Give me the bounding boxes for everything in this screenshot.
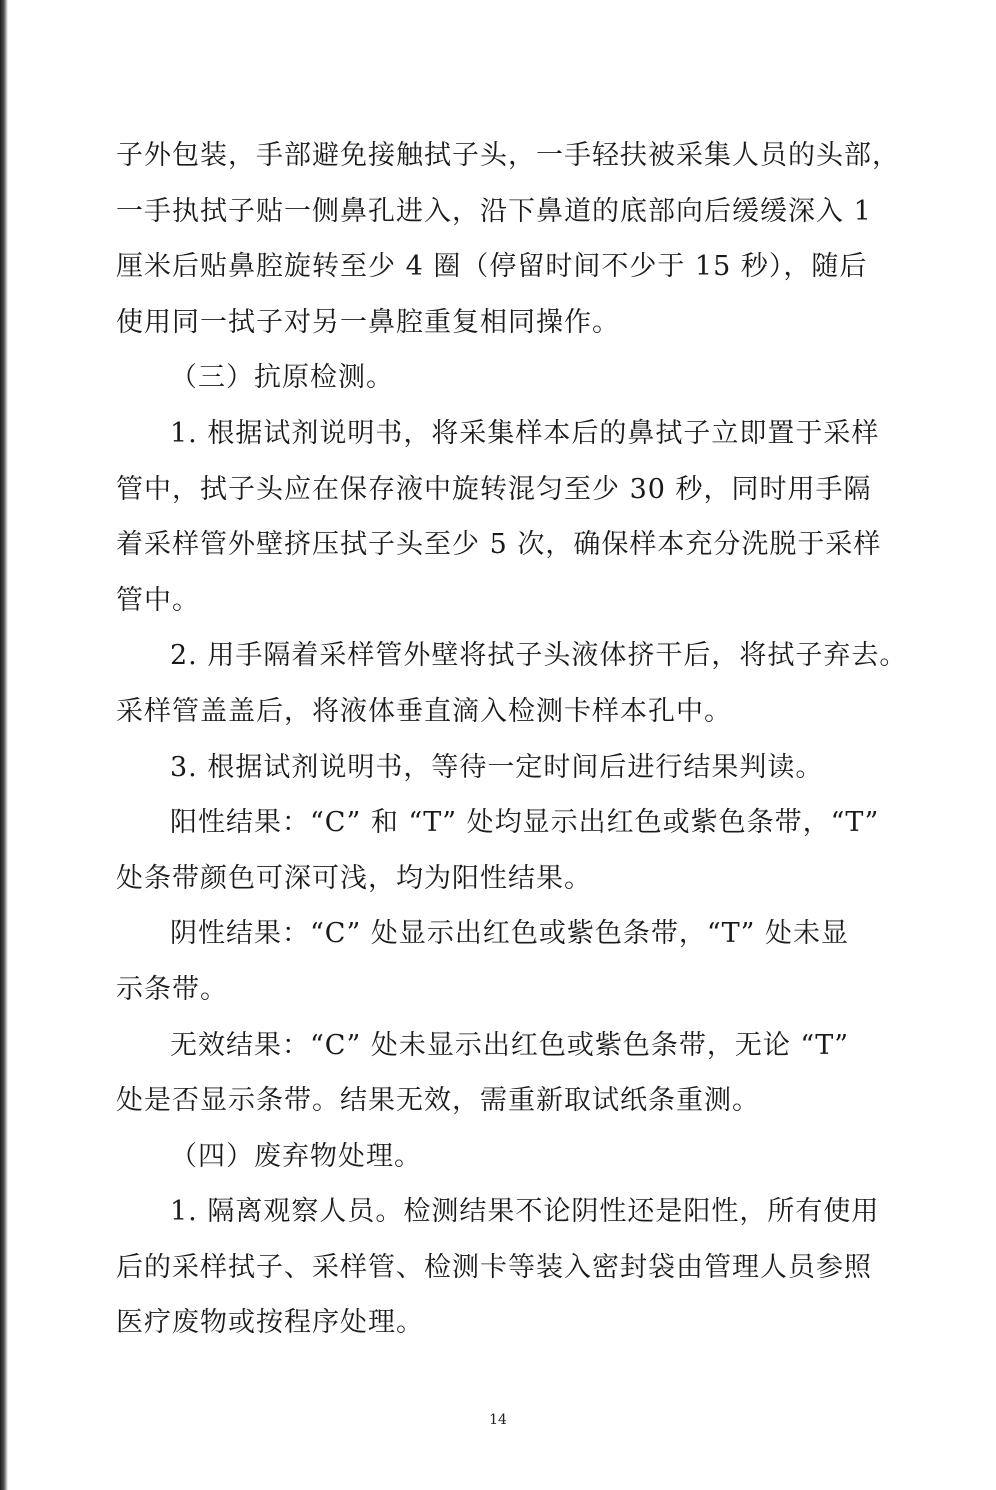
negative-result-line: 阴性结果：“C” 处显示出红色或紫色条带，“T” 处未显 (170, 918, 850, 950)
text-line-12: 3. 根据试剂说明书，等待一定时间后进行结果判读。 (170, 751, 824, 783)
text-line-11: 采样管盖盖后，将液体垂直滴入检测卡样本孔中。 (116, 695, 732, 727)
text-line-2: 一手执拭子贴一侧鼻孔进入，沿下鼻道的底部向后缓缓深入 1 (116, 195, 872, 227)
text-line-1: 子外包装，手部避免接触拭子头，一手轻扶被采集人员的头部， (116, 140, 900, 171)
text-line-20: 1. 隔离观察人员。检测结果不论阴性还是阳性，所有使用 (170, 1196, 880, 1228)
text-line-9: 管中。 (116, 584, 200, 616)
text-line-14: 处条带颜色可深可浅，均为阳性结果。 (116, 862, 592, 894)
text-line-6: 1. 根据试剂说明书，将采集样本后的鼻拭子立即置于采样 (170, 417, 880, 449)
text-line-18: 处是否显示条带。结果无效，需重新取试纸条重测。 (116, 1085, 760, 1117)
text-line-8: 着采样管外壁挤压拭子头至少 5 次，确保样本充分洗脱于采样 (116, 529, 882, 561)
section-heading-antigen-test: （三）抗原检测。 (170, 362, 394, 394)
text-line-4: 使用同一拭子对另一鼻腔重复相同操作。 (116, 306, 620, 338)
page-number: 14 (489, 1412, 507, 1428)
section-heading-waste-disposal: （四）废弃物处理。 (170, 1140, 422, 1172)
text-line-3: 厘米后贴鼻腔旋转至少 4 圈（停留时间不少于 15 秒），随后 (116, 251, 868, 283)
text-line-16: 示条带。 (116, 973, 228, 1005)
scan-edge-shadow (0, 0, 8, 1490)
text-line-7: 管中，拭子头应在保存液中旋转混匀至少 30 秒，同时用手隔 (116, 473, 872, 505)
body-text (116, 128, 908, 1351)
text-line-21: 后的采样拭子、采样管、检测卡等装入密封袋由管理人员参照 (116, 1251, 872, 1283)
invalid-result-line: 无效结果：“C” 处未显示出红色或紫色条带，无论 “T” (170, 1029, 850, 1061)
text-line-22: 医疗废物或按程序处理。 (116, 1307, 424, 1339)
positive-result-line: 阳性结果：“C” 和 “T” 处均显示出红色或紫色条带，“T” (170, 807, 880, 839)
text-line-10: 2. 用手隔着采样管外壁将拭子头液体挤干后，将拭子弃去。 (170, 640, 908, 672)
